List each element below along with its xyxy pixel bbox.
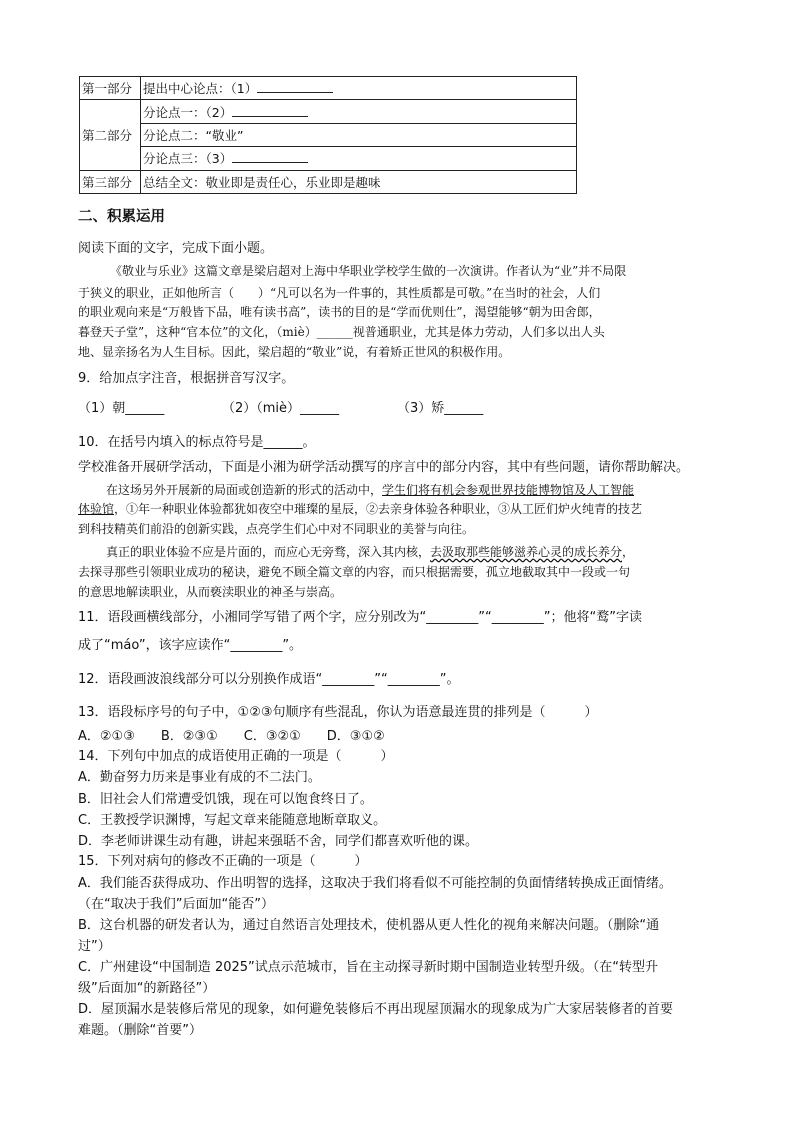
- underlined-text: 体验馆: [78, 502, 115, 516]
- content-cell: 分论点三：（3）: [141, 147, 577, 170]
- table-row: [80, 77, 577, 100]
- answer-blank[interactable]: [257, 80, 333, 93]
- question-14-option[interactable]: B．旧社会人们常遭受饥饿，现在可以饱食终日了。: [78, 792, 373, 807]
- question-10-stem: 10．在括号内填入的标点符号是______。: [78, 435, 316, 450]
- table-row: [80, 100, 577, 123]
- section-heading: 二、积累运用: [78, 209, 165, 225]
- content-cell: 总结全文：敬业即是责任心，乐业即是趣味: [141, 170, 577, 193]
- preface-line: 在这场另外开展新的局面或创造新的形式的活动中，学生们将有机会参观世界技能博物馆及人工智能: [106, 483, 635, 497]
- part-cell: 第二部分: [80, 100, 141, 170]
- question-15-option-note: 级”后面加“的新路径”）: [78, 981, 216, 996]
- table-row: [80, 170, 577, 193]
- instruction-text: 阅读下面的文字，完成下面小题。: [78, 241, 274, 256]
- outline-table: [79, 76, 577, 194]
- question-15-option[interactable]: D．屋顶漏水是装修后常见的现象，如何避免装修后不再出现屋顶漏水的现象成为广大家居装修者的首要: [78, 1002, 674, 1017]
- question-9-stem: 9．给加点字注音，根据拼音写汉字。: [78, 371, 295, 386]
- wavy-underlined-text: 去汲取那些能够滋养心灵的成长养分: [430, 545, 623, 559]
- question-13-stem: 13．语段标序号的句子中，①②③句顺序有些混乱，你认为语意最连贯的排列是（ ）: [78, 705, 598, 720]
- question-14-option[interactable]: D．李老师讲课生动有趣，讲起来强聒不舍，同学们都喜欢听他的课。: [78, 834, 479, 849]
- passage-line: 地、显亲扬名为人生目标。因此，梁启超的“敬业”说，有着矫正世风的积极作用。: [78, 345, 511, 359]
- content-cell: 分论点一：（2）: [141, 100, 577, 123]
- answer-blank[interactable]: [232, 104, 308, 117]
- underlined-text: 学生们将有机会参观世界技能博物馆及人工智能: [382, 483, 635, 497]
- part-cell: 第三部分: [80, 170, 141, 193]
- question-13-options[interactable]: A．②①③ B．②③① C．③②① D．③①②: [78, 729, 385, 744]
- question-9-item[interactable]: （2）（miè）______: [222, 401, 340, 416]
- passage-line: 的职业观向来是“万般皆下品，唯有读书高”，读书的目的是“学而优则仕”，渴望能够“朝为田舍郎，: [78, 305, 601, 319]
- answer-blank[interactable]: [232, 150, 308, 163]
- question-11-line: 11．语段画横线部分，小湘同学写错了两个字，应分别改为“________”“________”；他将“鹜”字读: [78, 610, 642, 625]
- passage-line: 暮登天子堂”，这种“官本位”的文化，（miè）______视普通职业，尤其是体力劳动，人们多以出人头: [78, 325, 605, 339]
- question-15-option[interactable]: B．这台机器的研发者认为，通过自然语言处理技术，使机器从更人性化的视角来解决问题。（删除“通: [78, 918, 660, 933]
- question-9-item[interactable]: （1）朝______: [78, 401, 165, 416]
- part-cell: 第一部分: [80, 77, 141, 100]
- preface-line: 到科技精英们前沿的创新实践，点亮学生们心中对不同职业的美誉与向往。: [78, 522, 475, 536]
- content-cell: 提出中心论点：（1）: [141, 77, 577, 100]
- preface-line: 的意思地解读职业，从而亵渎职业的神圣与崇高。: [78, 585, 343, 599]
- question-14-option[interactable]: C．王教授学识渊博，写起文章来能随意地断章取义。: [78, 813, 387, 828]
- context-intro: 学校准备开展研学活动，下面是小湘为研学活动撰写的序言中的部分内容，其中有些问题，请你帮助解决。: [78, 460, 690, 475]
- question-15-option-note: 难题。（删除“首要”）: [78, 1023, 202, 1038]
- question-15-option[interactable]: A．我们能否获得成功、作出明智的选择，这取决于我们将看似不可能控制的负面情绪转换成正面情绪。: [78, 876, 672, 891]
- preface-line: 体验馆，①年一种职业体验都犹如夜空中璀璨的星辰，②去亲身体验各种职业，③从工匠们炉火纯青的技艺: [78, 502, 643, 516]
- content-cell: 分论点二：“敬业”: [141, 123, 577, 146]
- table-row: [80, 123, 577, 146]
- question-14-stem: 14．下列句中加点的成语使用正确的一项是（ ）: [78, 749, 394, 764]
- question-15-option[interactable]: C．广州建设“中国制造 2025”试点示范城市，旨在主动探寻新时期中国制造业转型升级。（在“转型升: [78, 960, 658, 975]
- passage-line: 于狭义的职业，正如他所言（ ）“凡可以名为一件事的，其性质都是可敬。”在当时的社会，人们: [78, 286, 601, 300]
- question-15-option-note: （在“取决于我们”后面加“能否”）: [78, 897, 274, 912]
- question-12-stem: 12．语段画波浪线部分可以分别换作成语“________”“________”。: [78, 672, 460, 687]
- question-15-option-note: 过”）: [78, 939, 111, 954]
- preface-line: 真正的职业体验不应是片面的，而应心无旁骛，深入其内核，去汲取那些能够滋养心灵的成长养分，: [106, 545, 635, 559]
- table-row: [80, 147, 577, 170]
- question-15-stem: 15．下列对病句的修改不正确的一项是（ ）: [78, 854, 368, 869]
- passage-line: 《敬业与乐业》这篇文章是梁启超对上海中华职业学校学生做的一次演讲。作者认为“业”并不局限: [110, 264, 627, 278]
- question-14-option[interactable]: A．勤奋努力历来是事业有成的不二法门。: [78, 770, 321, 785]
- question-11-line: 成了“máo”，该字应读作“________”。: [78, 638, 303, 653]
- question-9-item[interactable]: （3）矫______: [397, 401, 484, 416]
- preface-line: 去探寻那些引领职业成功的秘诀，避免不顾全篇文章的内容，而只根据需要，孤立地截取其中一段或一句: [78, 565, 631, 579]
